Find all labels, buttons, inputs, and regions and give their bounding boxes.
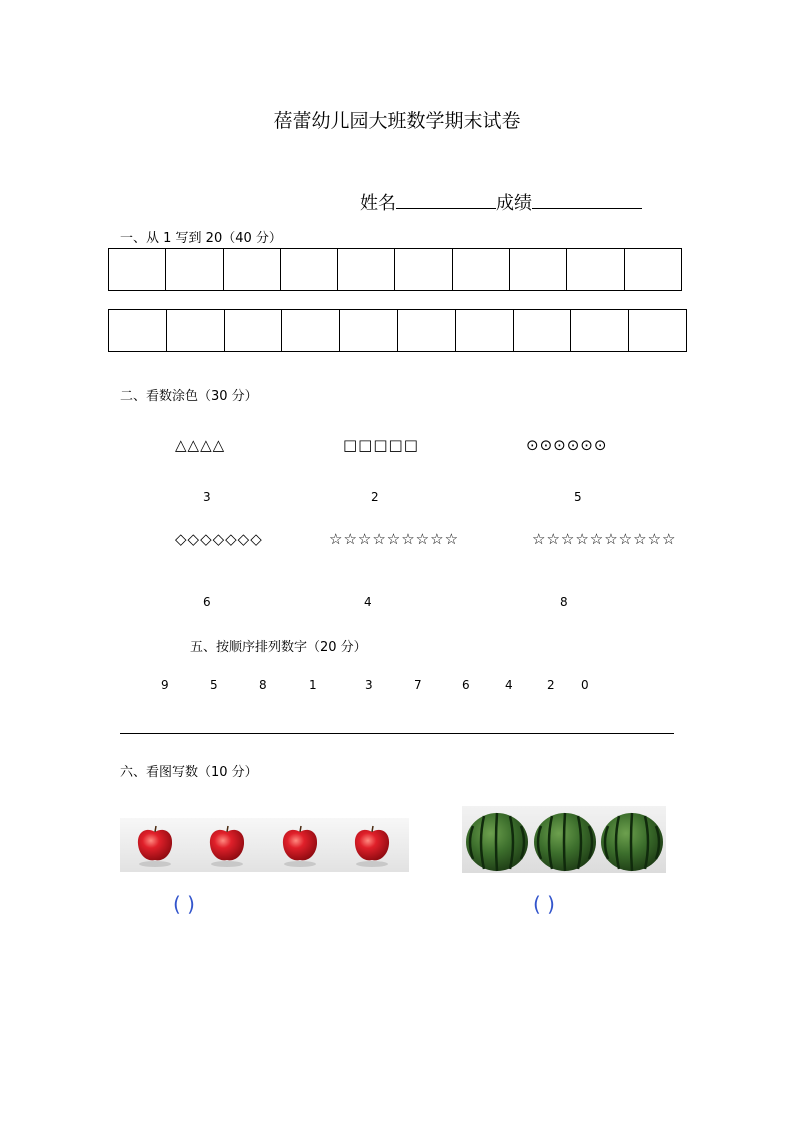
answer-line[interactable] — [120, 733, 674, 734]
page-title: 蓓蕾幼儿园大班数学期末试卷 — [273, 110, 521, 132]
grid-cell[interactable] — [455, 310, 513, 351]
grid-cell[interactable] — [109, 310, 166, 351]
name-field[interactable] — [396, 188, 496, 209]
diamond-shapes[interactable]: ◇◇◇◇◇◇◇ — [175, 530, 263, 548]
sequence-number: 6 — [462, 678, 470, 692]
name-score-row — [360, 188, 642, 215]
section-five-heading: 五、按顺序排列数字（20 分） — [190, 640, 367, 655]
grid-cell[interactable] — [280, 249, 337, 290]
watermelons-image — [462, 806, 666, 877]
sequence-number: 4 — [505, 678, 513, 692]
apple-answer-parentheses[interactable]: ( ) — [173, 892, 195, 916]
color-number: 5 — [574, 490, 582, 504]
grid-cell[interactable] — [165, 249, 222, 290]
square-shapes[interactable]: □□□□□ — [343, 436, 419, 454]
star-shapes[interactable]: ☆☆☆☆☆☆☆☆☆☆ — [532, 530, 677, 548]
grid-cell[interactable] — [339, 310, 397, 351]
grid-cell[interactable] — [224, 310, 282, 351]
color-number: 8 — [560, 595, 568, 609]
sequence-number: 0 — [581, 678, 589, 692]
grid-cell[interactable] — [109, 249, 165, 290]
grid-cell[interactable] — [628, 310, 686, 351]
apples-image — [120, 818, 409, 876]
section-two-heading: 二、看数涂色（30 分） — [120, 389, 258, 404]
triangle-shapes[interactable]: △△△△ — [175, 436, 226, 454]
sequence-number: 7 — [414, 678, 422, 692]
grid-cell[interactable] — [223, 249, 280, 290]
writing-grid-row-1 — [108, 248, 682, 291]
grid-cell[interactable] — [513, 310, 571, 351]
apples-svg — [120, 818, 409, 872]
grid-cell[interactable] — [624, 249, 681, 290]
color-number: 6 — [203, 595, 211, 609]
grid-cell[interactable] — [394, 249, 451, 290]
writing-grid-row-2 — [108, 309, 687, 352]
sequence-number: 9 — [161, 678, 169, 692]
grid-cell[interactable] — [166, 310, 224, 351]
watermelon-answer-parentheses[interactable]: ( ) — [533, 892, 555, 916]
grid-cell[interactable] — [509, 249, 566, 290]
watermelons-svg — [462, 806, 666, 873]
grid-cell[interactable] — [570, 310, 628, 351]
color-number: 3 — [203, 490, 211, 504]
sequence-number: 8 — [259, 678, 267, 692]
score-field[interactable] — [532, 188, 642, 209]
watermelon-icon — [466, 813, 528, 871]
grid-cell[interactable] — [566, 249, 623, 290]
sequence-number: 5 — [210, 678, 218, 692]
section-one-heading: 一、从 1 写到 20（40 分） — [120, 231, 282, 246]
grid-cell[interactable] — [337, 249, 394, 290]
circle-dot-shapes[interactable]: ⊙⊙⊙⊙⊙⊙ — [526, 436, 608, 454]
watermelon-icon — [601, 813, 663, 871]
star-shapes[interactable]: ☆☆☆☆☆☆☆☆☆ — [329, 530, 460, 548]
watermelon-icon — [534, 813, 596, 871]
color-number: 4 — [364, 595, 372, 609]
section-six-heading: 六、看图写数（10 分） — [120, 765, 258, 780]
grid-cell[interactable] — [397, 310, 455, 351]
grid-cell[interactable] — [281, 310, 339, 351]
number-sequence — [0, 678, 794, 694]
grid-cell[interactable] — [452, 249, 509, 290]
score-label: 成绩 — [496, 193, 532, 214]
sequence-number: 1 — [309, 678, 317, 692]
name-label: 姓名 — [360, 193, 396, 214]
sequence-number: 2 — [547, 678, 555, 692]
sequence-number: 3 — [365, 678, 373, 692]
color-number: 2 — [371, 490, 379, 504]
